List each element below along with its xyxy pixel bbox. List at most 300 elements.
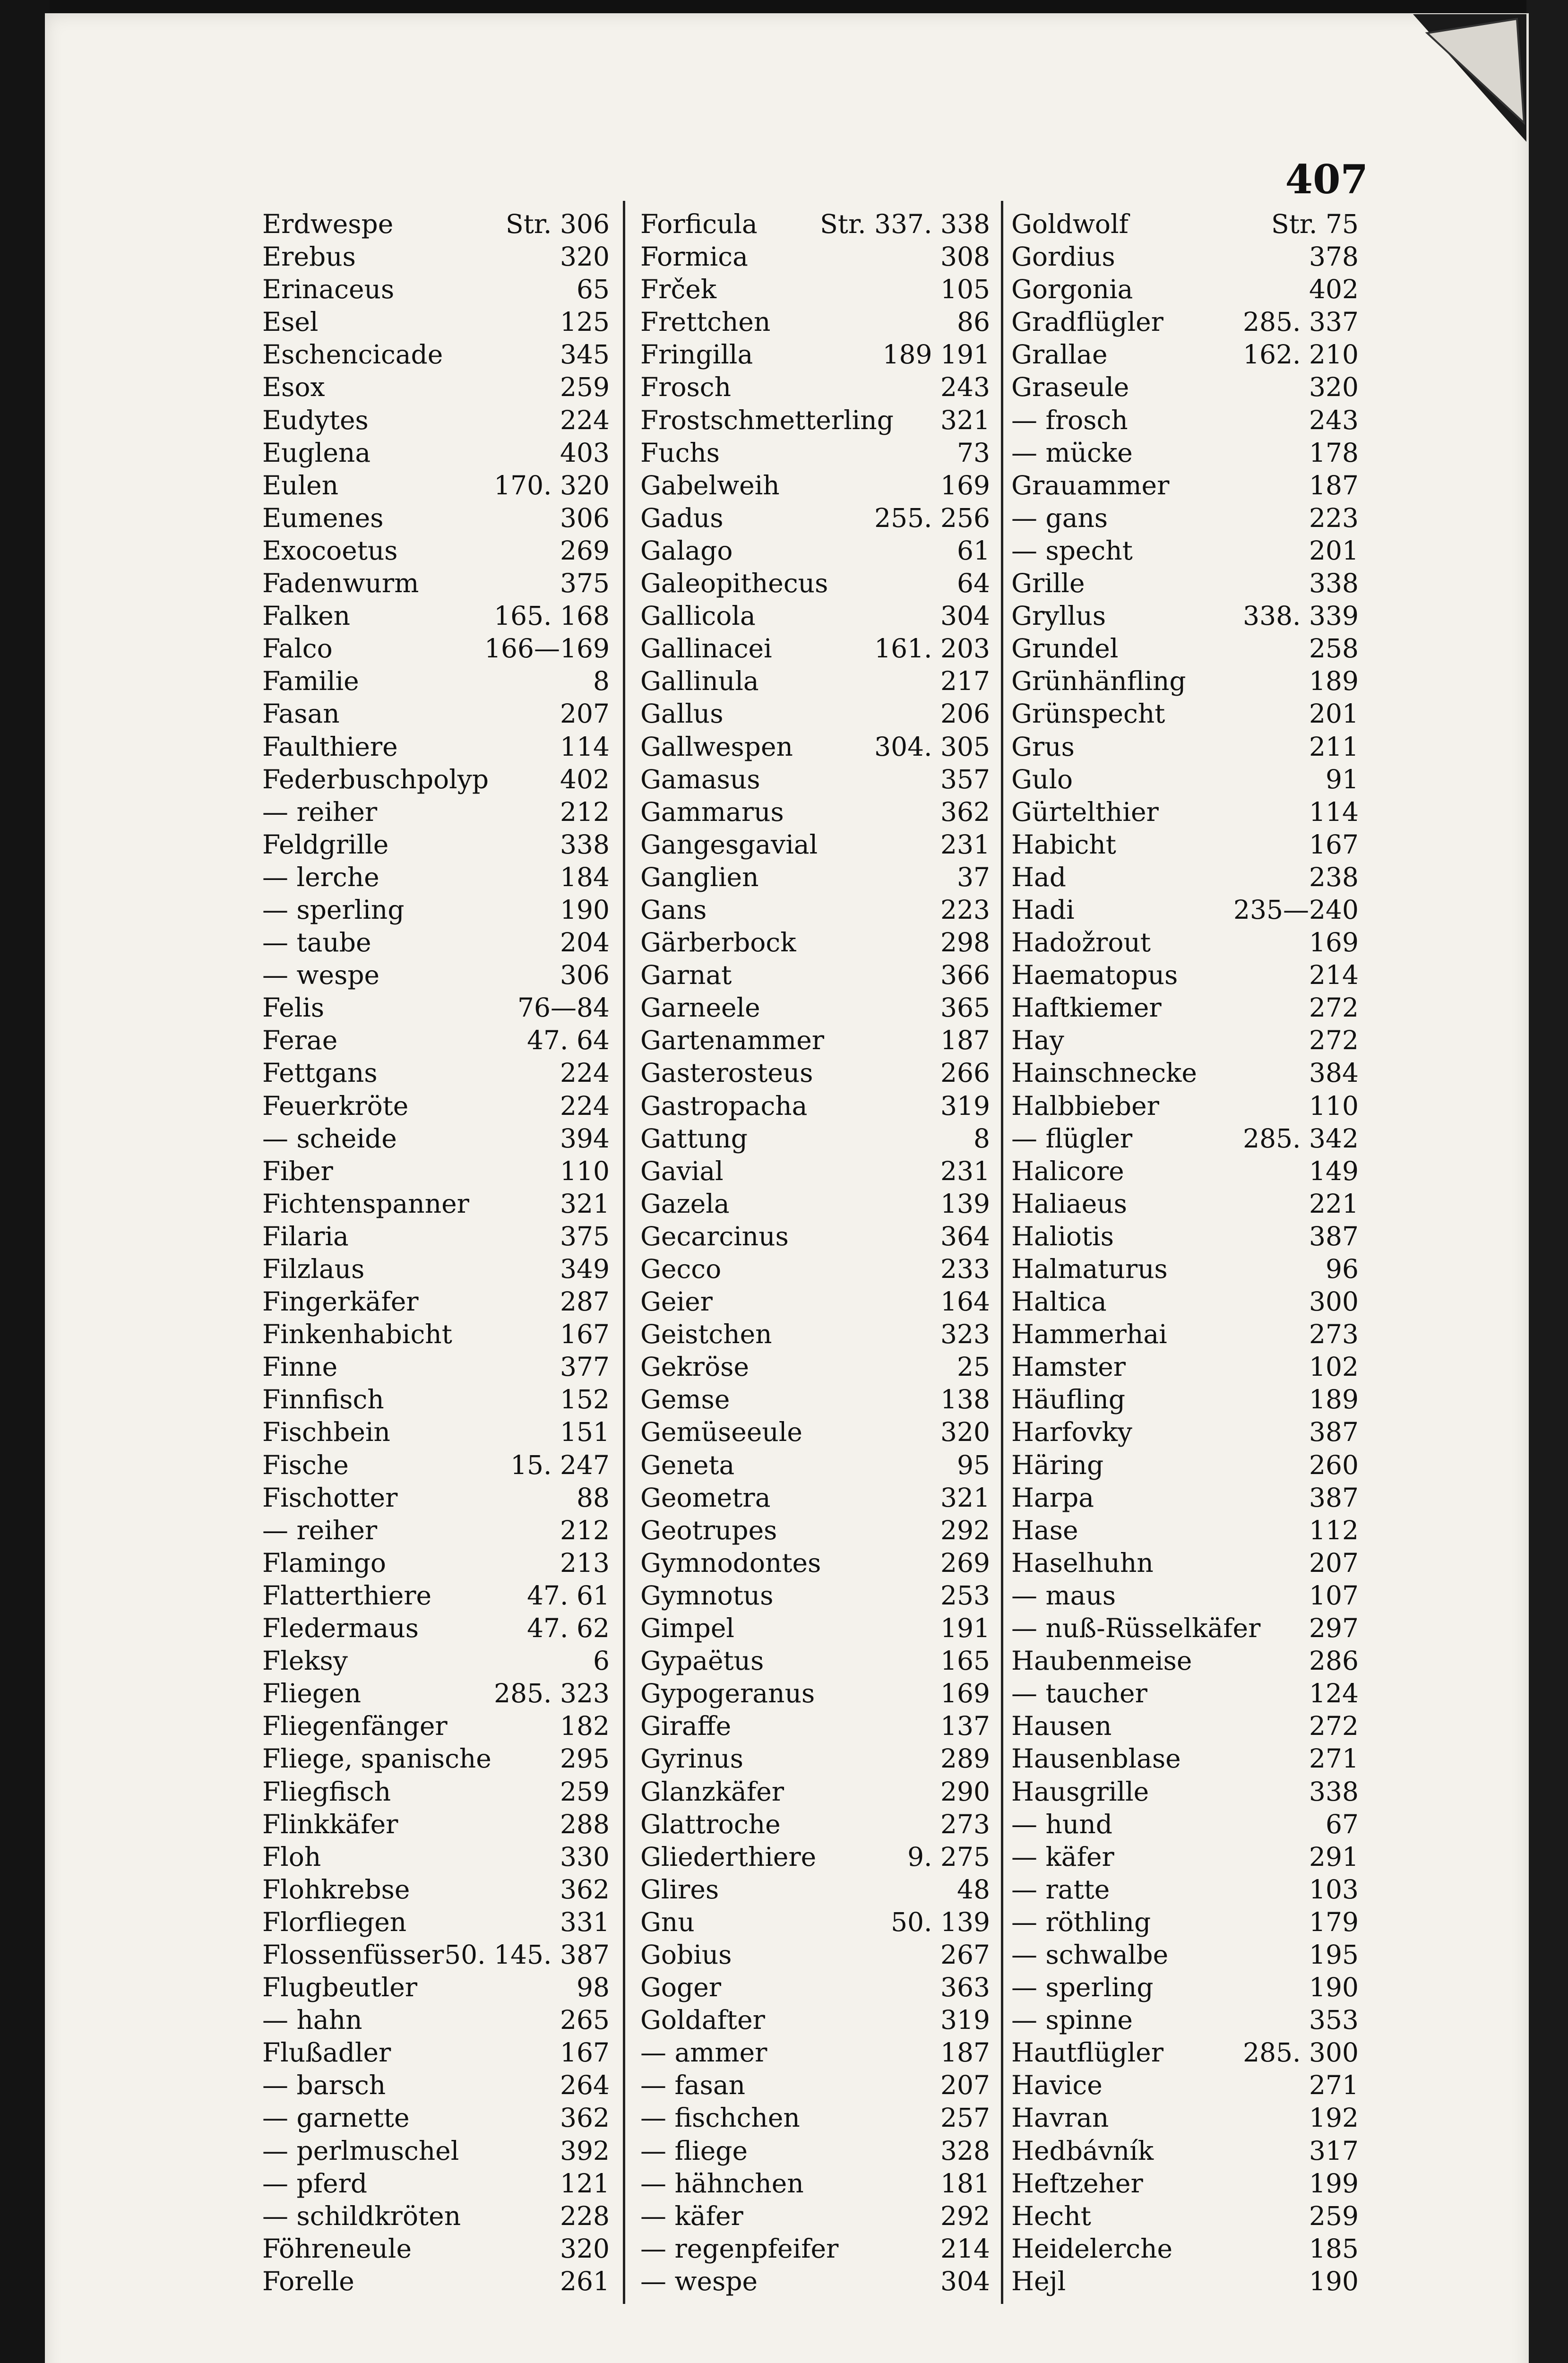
entry-page-ref: 212 [560, 796, 610, 827]
entry-term: Finkenhabicht [262, 1319, 452, 1350]
entry-term: — reiher [262, 1515, 378, 1545]
entry-term: Gürtelthier [1011, 796, 1159, 827]
entry-page-ref: 387 [1309, 1417, 1359, 1448]
index-entry [262, 731, 610, 763]
index-entry [640, 1449, 990, 1482]
entry-term: Gordius [1011, 241, 1115, 272]
index-entry [1011, 1188, 1359, 1220]
entry-term: Florfliegen [262, 1906, 407, 1937]
index-entry [262, 796, 610, 828]
index-entry [262, 1057, 610, 1089]
entry-page-ref: 321 [940, 1482, 990, 1513]
entry-term: — taube [262, 927, 371, 958]
entry-term: — reiher [262, 796, 378, 827]
entry-page-ref: 271 [1309, 2070, 1359, 2101]
entry-page-ref: 98 [577, 1972, 610, 2003]
entry-term: Frček [640, 274, 717, 305]
entry-term: Gecarcinus [640, 1221, 789, 1251]
index-entry [1011, 1677, 1359, 1710]
index-entry [1011, 404, 1359, 437]
entry-page-ref: 73 [957, 437, 990, 468]
index-entry [640, 1220, 990, 1253]
entry-page-ref: 189 191 [882, 339, 990, 370]
entry-page-ref: 224 [560, 405, 610, 435]
index-entry [1011, 1808, 1359, 1841]
entry-page-ref: 384 [1309, 1058, 1359, 1088]
entry-page-ref: 110 [1309, 1090, 1359, 1121]
entry-term: Gliederthiere [640, 1841, 817, 1872]
entry-term: Gastropacha [640, 1090, 808, 1121]
entry-term: Flohkrebse [262, 1874, 410, 1905]
index-column-3 [1011, 208, 1359, 2298]
entry-term: — sperling [1011, 1972, 1154, 2003]
entry-page-ref: 267 [940, 1939, 990, 1970]
entry-page-ref: 151 [560, 1417, 610, 1448]
entry-page-ref: 179 [1309, 1906, 1359, 1937]
index-entry [262, 567, 610, 600]
entry-term: Haftkiemer [1011, 992, 1162, 1023]
entry-term: Gemse [640, 1384, 730, 1415]
index-entry [1011, 437, 1359, 469]
entry-page-ref: 272 [1309, 1025, 1359, 1056]
entry-page-ref: 273 [940, 1809, 990, 1839]
index-entry [1011, 2036, 1359, 2069]
entry-term: Hausen [1011, 1711, 1112, 1742]
index-entry [262, 1122, 610, 1155]
entry-page-ref: 319 [940, 1090, 990, 1121]
entry-term: — käfer [640, 2200, 743, 2231]
entry-page-ref: 50. 145. 387 [444, 1939, 610, 1970]
index-entry [1011, 1285, 1359, 1318]
index-entry [640, 600, 990, 632]
entry-page-ref: 184 [560, 862, 610, 892]
entry-term: Fingerkäfer [262, 1286, 419, 1317]
entry-term: Erdwespe [262, 209, 394, 239]
index-entry [640, 698, 990, 730]
entry-term: Eulen [262, 470, 339, 500]
entry-page-ref: 289 [940, 1743, 990, 1774]
entry-page-ref: 320 [940, 1417, 990, 1448]
index-entry [640, 763, 990, 796]
entry-term: Fiber [262, 1156, 333, 1186]
entry-page-ref: 366 [940, 960, 990, 991]
index-entry [1011, 208, 1359, 241]
entry-page-ref: 191 [940, 1613, 990, 1644]
index-entry [1011, 1057, 1359, 1089]
entry-page-ref: 392 [560, 2135, 610, 2166]
index-entry [640, 1971, 990, 2004]
index-entry [262, 2102, 610, 2134]
entry-term: Haliotis [1011, 1221, 1114, 1251]
entry-page-ref: 190 [1309, 1972, 1359, 2003]
index-entry [262, 861, 610, 894]
entry-page-ref: 394 [560, 1123, 610, 1154]
index-entry [1011, 241, 1359, 273]
entry-page-ref: 190 [560, 894, 610, 925]
entry-page-ref: 9. 275 [907, 1841, 990, 1872]
entry-page-ref: 223 [940, 894, 990, 925]
entry-term: Haliaeus [1011, 1188, 1127, 1219]
entry-term: — gans [1011, 502, 1108, 533]
entry-term: — fischchen [640, 2103, 800, 2133]
index-entry [640, 1188, 990, 1220]
entry-term: Falken [262, 601, 351, 631]
entry-term: Fleksy [262, 1646, 348, 1676]
entry-page-ref: 65 [577, 274, 610, 305]
scan-left-edge [0, 0, 50, 2363]
entry-term: Gärberbock [640, 927, 796, 958]
entry-page-ref: 338 [560, 829, 610, 860]
entry-page-ref: 207 [560, 699, 610, 729]
entry-page-ref: 169 [940, 1678, 990, 1709]
entry-term: Gamasus [640, 764, 760, 794]
entry-term: Flugbeutler [262, 1972, 418, 2003]
entry-page-ref: 255. 256 [874, 502, 990, 533]
index-entry [262, 371, 610, 404]
index-entry [1011, 2167, 1359, 2200]
entry-page-ref: 285. 300 [1243, 2037, 1359, 2068]
entry-page-ref: Str. 337. 338 [820, 209, 990, 239]
index-entry [262, 502, 610, 535]
entry-page-ref: 169 [940, 470, 990, 500]
entry-page-ref: 338 [1309, 568, 1359, 599]
entry-term: Felis [262, 992, 325, 1023]
index-entry [262, 2200, 610, 2233]
entry-page-ref: 298 [940, 927, 990, 958]
entry-term: Grünhänfling [1011, 666, 1186, 697]
entry-term: Geneta [640, 1449, 735, 1480]
index-entry [262, 992, 610, 1024]
index-entry [640, 273, 990, 306]
entry-page-ref: 345 [560, 339, 610, 370]
entry-term: — hahn [262, 2005, 362, 2035]
entry-term: Geier [640, 1286, 713, 1317]
index-entry [1011, 698, 1359, 730]
entry-term: Haematopus [1011, 960, 1178, 991]
entry-term: Galago [640, 535, 733, 566]
entry-page-ref: 164 [940, 1286, 990, 1317]
entry-term: Gabelweih [640, 470, 780, 500]
index-entry [1011, 1024, 1359, 1057]
entry-term: Giraffe [640, 1711, 732, 1742]
entry-term: — wespe [640, 2266, 758, 2296]
entry-term: Feuerkröte [262, 1090, 409, 1121]
index-entry [640, 992, 990, 1024]
index-entry [1011, 2265, 1359, 2298]
entry-page-ref: 201 [1309, 535, 1359, 566]
index-entry [640, 2167, 990, 2200]
entry-term: Halbbieber [1011, 1090, 1159, 1121]
index-entry [640, 2135, 990, 2167]
entry-page-ref: 221 [1309, 1188, 1359, 1219]
entry-page-ref: 47. 61 [527, 1580, 610, 1611]
index-entry [262, 1351, 610, 1383]
index-column-2 [640, 208, 990, 2298]
entry-page-ref: 375 [560, 568, 610, 599]
entry-page-ref: 181 [940, 2168, 990, 2199]
entry-term: — regenpfeifer [640, 2233, 839, 2264]
index-entry [1011, 2069, 1359, 2102]
index-entry [1011, 567, 1359, 600]
entry-page-ref: 182 [560, 1711, 610, 1742]
entry-page-ref: 265 [560, 2005, 610, 2035]
entry-page-ref: 139 [940, 1188, 990, 1219]
entry-page-ref: 338 [1309, 1776, 1359, 1807]
index-entry [1011, 1416, 1359, 1449]
entry-page-ref: 349 [560, 1254, 610, 1284]
entry-page-ref: 253 [940, 1580, 990, 1611]
entry-page-ref: 357 [940, 764, 990, 794]
entry-term: Geistchen [640, 1319, 772, 1350]
entry-term: Gymnodontes [640, 1547, 821, 1578]
entry-term: Esel [262, 307, 319, 337]
index-entry [1011, 2135, 1359, 2167]
entry-page-ref: 185 [1309, 2233, 1359, 2264]
entry-page-ref: 167 [560, 1319, 610, 1350]
index-entry [262, 273, 610, 306]
index-entry [262, 1090, 610, 1122]
entry-term: Gyrinus [640, 1743, 743, 1774]
index-entry [262, 1188, 610, 1220]
entry-term: Grünspecht [1011, 699, 1165, 729]
entry-term: Havran [1011, 2103, 1109, 2133]
index-entry [262, 2069, 610, 2102]
index-entry [262, 1677, 610, 1710]
entry-term: Glattroche [640, 1809, 781, 1839]
entry-term: Gammarus [640, 796, 784, 827]
index-entry [262, 1482, 610, 1514]
entry-page-ref: 102 [1309, 1352, 1359, 1382]
index-entry [262, 1612, 610, 1645]
entry-term: Gavial [640, 1156, 724, 1186]
index-entry [1011, 926, 1359, 959]
entry-term: Goger [640, 1972, 722, 2003]
index-entry [640, 1645, 990, 1677]
entry-page-ref: 320 [560, 241, 610, 272]
entry-page-ref: 199 [1309, 2168, 1359, 2199]
entry-term: — scheide [262, 1123, 397, 1154]
index-entry [640, 1155, 990, 1188]
entry-page-ref: 206 [940, 699, 990, 729]
entry-term: Harfovky [1011, 1417, 1132, 1448]
entry-page-ref: 304 [940, 2266, 990, 2296]
entry-term: Fasan [262, 699, 340, 729]
entry-page-ref: 304. 305 [874, 731, 990, 762]
index-entry [1011, 306, 1359, 338]
entry-page-ref: 15. 247 [510, 1449, 610, 1480]
entry-term: Falco [262, 633, 333, 664]
index-entry [262, 1710, 610, 1742]
entry-term: Faulthiere [262, 731, 398, 762]
index-entry [262, 763, 610, 796]
index-entry [1011, 959, 1359, 992]
index-entry [1011, 1482, 1359, 1514]
index-entry [640, 796, 990, 828]
index-entry [640, 502, 990, 535]
entry-page-ref: 319 [940, 2005, 990, 2035]
index-entry [640, 1057, 990, 1089]
entry-page-ref: 169 [1309, 927, 1359, 958]
index-entry [640, 1383, 990, 1416]
entry-term: Flossenfüsser [262, 1939, 444, 1970]
entry-term: — flügler [1011, 1123, 1133, 1154]
index-entry [640, 1776, 990, 1808]
entry-term: — frosch [1011, 405, 1128, 435]
entry-page-ref: 223 [1309, 502, 1359, 533]
index-entry [1011, 992, 1359, 1024]
entry-page-ref: 211 [1309, 731, 1359, 762]
entry-page-ref: 285. 323 [494, 1678, 610, 1709]
entry-page-ref: 288 [560, 1809, 610, 1839]
entry-term: — sperling [262, 894, 405, 925]
entry-page-ref: 64 [957, 568, 990, 599]
index-entry [640, 959, 990, 992]
entry-term: Hainschnecke [1011, 1058, 1197, 1088]
entry-term: Gulo [1011, 764, 1073, 794]
entry-term: Gecco [640, 1254, 722, 1284]
entry-page-ref: 207 [1309, 1547, 1359, 1578]
index-entry [1011, 600, 1359, 632]
index-entry [640, 2069, 990, 2102]
entry-term: Had [1011, 862, 1066, 892]
index-entry [262, 698, 610, 730]
entry-page-ref: 321 [940, 405, 990, 435]
column-divider-right [1001, 201, 1003, 2304]
entry-term: Fliegfisch [262, 1776, 391, 1807]
entry-term: Gypaëtus [640, 1646, 764, 1676]
entry-page-ref: 165. 168 [494, 601, 610, 631]
entry-term: Ferae [262, 1025, 338, 1056]
entry-term: Floh [262, 1841, 321, 1872]
entry-page-ref: 353 [1309, 2005, 1359, 2035]
entry-term: Fischotter [262, 1482, 398, 1513]
entry-page-ref: 306 [560, 960, 610, 991]
page-number: 407 [1285, 156, 1368, 203]
index-entry [640, 1873, 990, 1906]
entry-page-ref: 403 [560, 437, 610, 468]
index-entry [640, 371, 990, 404]
entry-page-ref: 107 [1309, 1580, 1359, 1611]
index-entry [640, 1710, 990, 1742]
entry-term: Halmaturus [1011, 1254, 1168, 1284]
index-entry [1011, 1841, 1359, 1873]
entry-term: Erinaceus [262, 274, 395, 305]
index-entry [1011, 2004, 1359, 2036]
entry-page-ref: 224 [560, 1058, 610, 1088]
entry-page-ref: 306 [560, 502, 610, 533]
index-entry [1011, 1122, 1359, 1155]
entry-term: Harpa [1011, 1482, 1094, 1513]
entry-term: Gypogeranus [640, 1678, 815, 1709]
index-entry [640, 1808, 990, 1841]
index-entry [1011, 894, 1359, 926]
entry-page-ref: 264 [560, 2070, 610, 2101]
entry-page-ref: 178 [1309, 437, 1359, 468]
index-entry [640, 1253, 990, 1285]
entry-page-ref: 214 [940, 2233, 990, 2264]
index-entry [262, 2135, 610, 2167]
entry-term: Grallae [1011, 339, 1108, 370]
entry-term: — perlmuschel [262, 2135, 459, 2166]
index-entry [1011, 1514, 1359, 1547]
entry-page-ref: 331 [560, 1906, 610, 1937]
index-entry [262, 1579, 610, 1612]
entry-term: Federbuschpolyp [262, 764, 489, 794]
entry-page-ref: 201 [1309, 699, 1359, 729]
entry-term: Gryllus [1011, 601, 1106, 631]
entry-page-ref: 320 [560, 2233, 610, 2264]
entry-page-ref: 231 [940, 829, 990, 860]
entry-term: Flatterthiere [262, 1580, 432, 1611]
index-entry [640, 1677, 990, 1710]
entry-term: Hecht [1011, 2200, 1091, 2231]
index-entry [262, 2265, 610, 2298]
index-entry [1011, 535, 1359, 567]
index-entry [1011, 796, 1359, 828]
entry-page-ref: 259 [1309, 2200, 1359, 2231]
entry-term: Hautflügler [1011, 2037, 1164, 2068]
index-entry [262, 306, 610, 338]
entry-page-ref: 308 [940, 241, 990, 272]
index-entry [262, 1906, 610, 1939]
entry-page-ref: 162. 210 [1243, 339, 1359, 370]
entry-term: Fische [262, 1449, 349, 1480]
entry-page-ref: 86 [957, 307, 990, 337]
entry-page-ref: 114 [560, 731, 610, 762]
index-entry [640, 469, 990, 502]
entry-page-ref: 260 [1309, 1449, 1359, 1480]
index-entry [640, 926, 990, 959]
index-entry [1011, 2233, 1359, 2265]
entry-page-ref: 402 [1309, 274, 1359, 305]
index-entry [262, 1547, 610, 1579]
entry-page-ref: 187 [940, 2037, 990, 2068]
entry-term: Frettchen [640, 307, 771, 337]
index-entry [640, 208, 990, 241]
entry-page-ref: 88 [577, 1482, 610, 1513]
entry-page-ref: 377 [560, 1352, 610, 1382]
entry-page-ref: 189 [1309, 1384, 1359, 1415]
index-entry [640, 861, 990, 894]
entry-page-ref: 259 [560, 372, 610, 403]
index-entry [1011, 1383, 1359, 1416]
entry-term: Gimpel [640, 1613, 735, 1644]
entry-page-ref: 323 [940, 1319, 990, 1350]
index-entry [262, 1318, 610, 1351]
index-entry [1011, 1971, 1359, 2004]
entry-term: Havice [1011, 2070, 1103, 2101]
index-entry [640, 1285, 990, 1318]
entry-term: Flamingo [262, 1547, 387, 1578]
index-entry [262, 828, 610, 861]
entry-page-ref: 300 [1309, 1286, 1359, 1317]
entry-term: — käfer [1011, 1841, 1114, 1872]
entry-page-ref: 387 [1309, 1482, 1359, 1513]
entry-page-ref: 25 [957, 1352, 990, 1382]
entry-term: Eschencicade [262, 339, 443, 370]
entry-term: Gnu [640, 1906, 695, 1937]
entry-term: Gattung [640, 1123, 748, 1154]
entry-term: — hund [1011, 1809, 1112, 1839]
index-entry [1011, 1710, 1359, 1742]
index-entry [262, 404, 610, 437]
entry-term: Garneele [640, 992, 760, 1023]
entry-term: Gasterosteus [640, 1058, 813, 1088]
entry-term: — fliege [640, 2135, 748, 2166]
index-entry [1011, 1318, 1359, 1351]
entry-page-ref: 320 [1309, 372, 1359, 403]
index-entry [640, 731, 990, 763]
